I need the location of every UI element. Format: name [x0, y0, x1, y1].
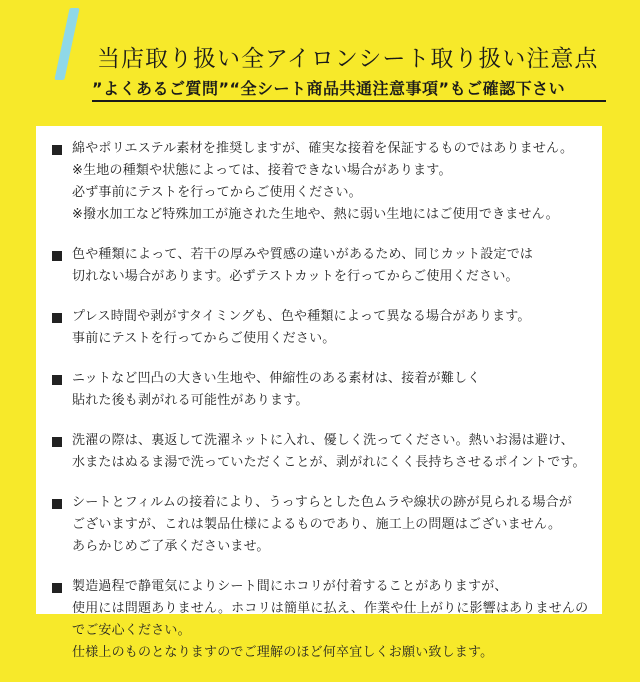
note-line: 切れない場合があります。必ずテストカットを行ってからご使用ください。: [72, 269, 519, 284]
page-title: 当店取り扱い全アイロンシート取り扱い注意点: [97, 46, 599, 72]
square-bullet-icon: [52, 145, 62, 155]
note-item: [52, 244, 612, 288]
square-bullet-icon: [52, 313, 62, 323]
subtitle-underline: [92, 100, 606, 102]
square-bullet-icon: [52, 375, 62, 385]
note-line: 貼れた後も剥がれる可能性があります。: [72, 393, 309, 408]
note-line: 使用には問題ありません。ホコリは簡単に払え、作業や仕上がりに影響はありませんの: [72, 601, 589, 616]
square-bullet-icon: [52, 499, 62, 509]
note-item: [52, 430, 612, 474]
note-item: [52, 138, 612, 226]
note-line: 製造過程で静電気によりシート間にホコリが付着することがありますが、: [72, 579, 508, 594]
note-line: ※撥水加工など特殊加工が施された生地や、熱に弱い生地にはご使用できません。: [72, 207, 559, 222]
note-line: あらかじめご了承くださいませ。: [72, 539, 270, 554]
note-line: ニットなど凹凸の大きい生地や、伸縮性のある素材は、接着が難しく: [72, 371, 481, 386]
note-line: でご安心ください。: [72, 623, 191, 638]
note-line: ※生地の種類や状態によっては、接着できない場合があります。: [72, 163, 452, 178]
note-item: [52, 368, 612, 412]
note-line: 水またはぬるま湯で洗っていただくことが、剥がれにくく長持ちさせるポイントです。: [72, 455, 586, 470]
note-line: 事前にテストを行ってからご使用ください。: [72, 331, 336, 346]
square-bullet-icon: [52, 583, 62, 593]
notes-list: [52, 138, 612, 682]
page-subtitle: ”よくあるご質問”“全シート商品共通注意事項”もご確認下さい: [92, 79, 566, 98]
note-line: ございますが、これは製品仕様によるものであり、施工上の問題はございません。: [72, 517, 562, 532]
note-line: シートとフィルムの接着により、うっすらとした色ムラや線状の跡が見られる場合が: [72, 495, 573, 510]
note-line: プレス時間や剥がすタイミングも、色や種類によって異なる場合があります。: [72, 309, 531, 324]
note-line: 綿やポリエステル素材を推奨しますが、確実な接着を保証するものではありません。: [72, 141, 574, 156]
note-line: 洗濯の際は、裏返して洗濯ネットに入れ、優しく洗ってください。熱いお湯は避け、: [72, 433, 574, 448]
note-item: [52, 306, 612, 350]
note-line: 必ず事前にテストを行ってからご使用ください。: [72, 185, 362, 200]
accent-slash: [54, 8, 79, 80]
note-line: 仕様上のものとなりますのでご理解のほど何卒宜しくお願い致します。: [72, 645, 494, 660]
square-bullet-icon: [52, 251, 62, 261]
note-item: [52, 492, 612, 558]
square-bullet-icon: [52, 437, 62, 447]
note-item: [52, 576, 612, 664]
note-line: 色や種類によって、若干の厚みや質感の違いがあるため、同じカット設定では: [72, 247, 534, 262]
